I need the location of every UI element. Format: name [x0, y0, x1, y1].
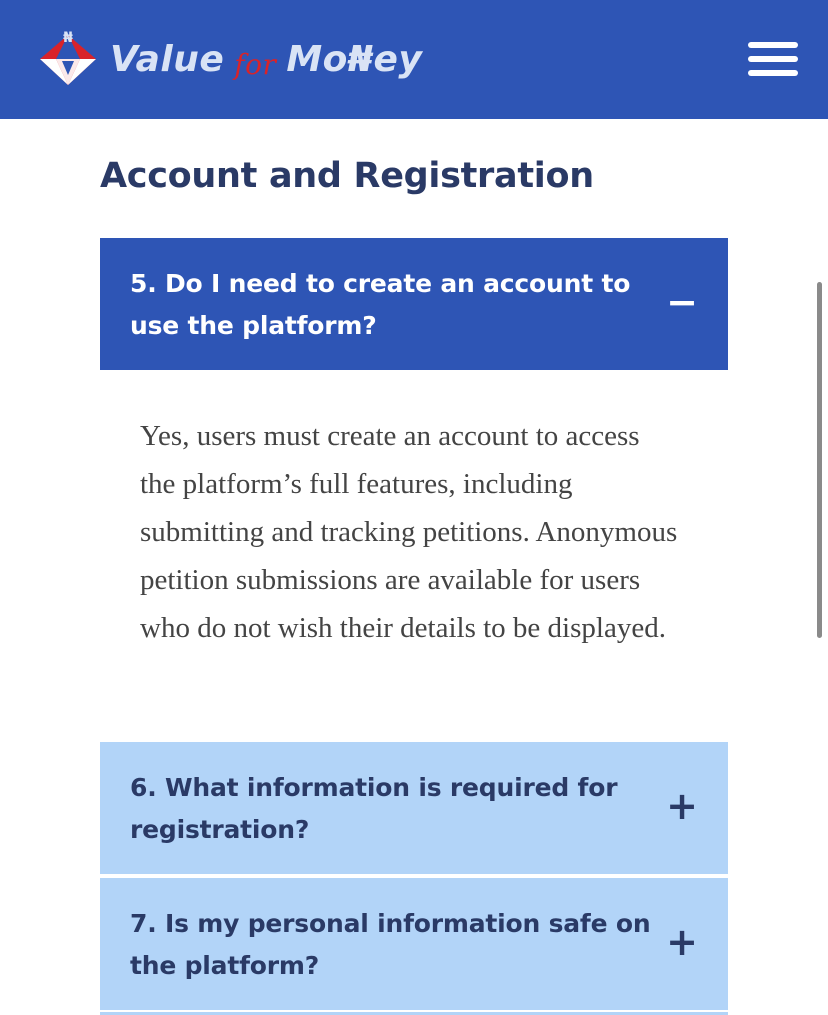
- faq-question: 7. Is my personal information safe on the platform?: [130, 909, 651, 980]
- section-title: Account and Registration: [100, 156, 594, 196]
- hamburger-menu-icon[interactable]: [748, 42, 798, 76]
- logo-wordmark: [110, 39, 422, 80]
- faq-item-5-header[interactable]: [100, 238, 728, 370]
- expand-plus-icon[interactable]: +: [666, 784, 698, 828]
- logo-word-for: for: [234, 47, 277, 81]
- expand-plus-icon[interactable]: +: [666, 920, 698, 964]
- page-scrollbar[interactable]: [817, 282, 822, 638]
- collapse-minus-icon[interactable]: −: [666, 280, 698, 324]
- faq-answer: Yes, users must create an account to access the platform’s full features, including submitting and tracking petitions. Anonymous petition submissions are available for users who do not wish their details to be displayed.: [140, 420, 678, 644]
- site-logo[interactable]: [36, 26, 422, 92]
- logo-word-value: Value: [110, 38, 225, 80]
- faq-item-7-header[interactable]: [100, 878, 728, 1010]
- logo-mark-icon: [36, 27, 100, 91]
- faq-item-6-header[interactable]: [100, 742, 728, 874]
- faq-question: 6. What information is required for registration?: [130, 773, 618, 844]
- logo-word-money: Mo₦ey: [286, 38, 423, 80]
- logo-mark-symbol: ₦: [63, 30, 73, 46]
- site-header: [0, 0, 828, 119]
- faq-question: 5. Do I need to create an account to use the platform?: [130, 269, 631, 340]
